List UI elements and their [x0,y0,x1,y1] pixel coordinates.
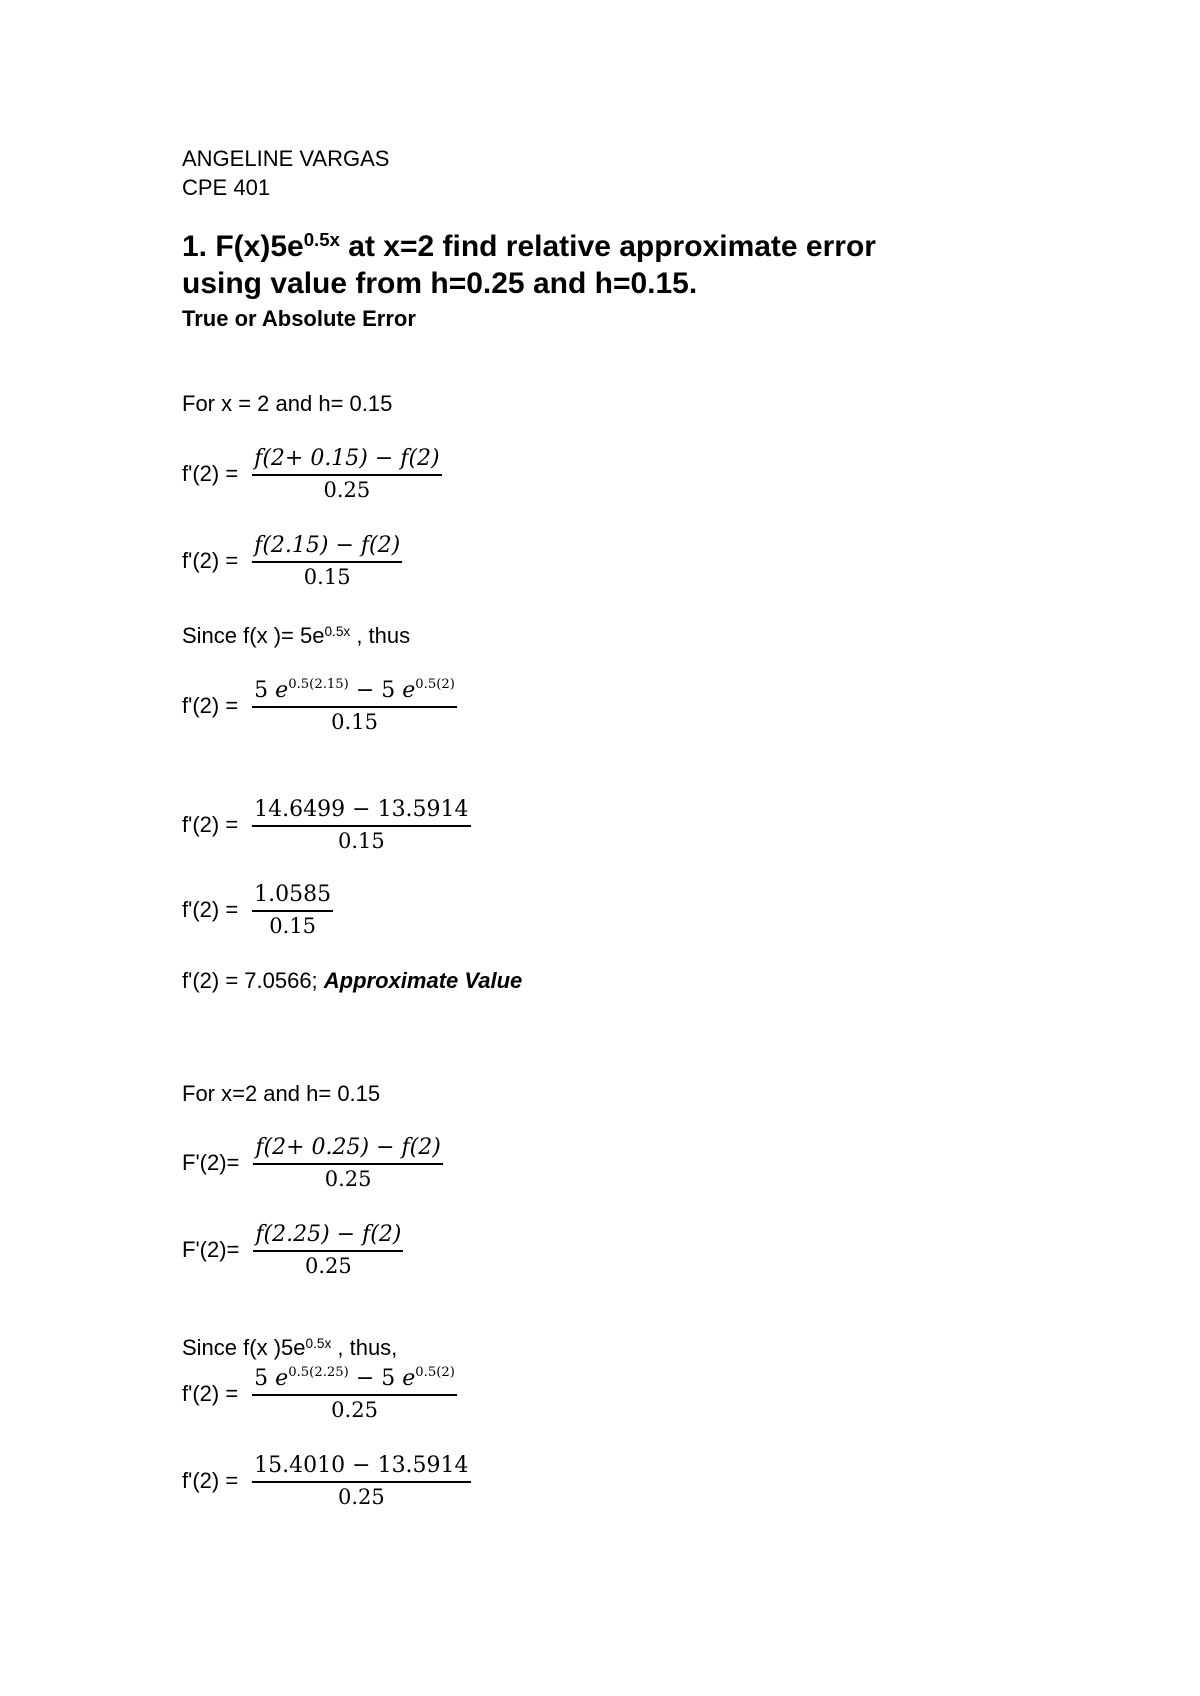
result-prefix: f'(2) = 7.0566; [182,968,324,993]
denominator: 0.25 [337,1485,385,1509]
part1-equation-1 [182,445,442,503]
problem-heading-line1 [182,229,876,265]
fraction [252,445,441,503]
numerator: f(2.25) − f(2) [253,1221,403,1252]
since-prefix: Since f(x )= 5e [182,623,325,648]
equation-lhs: f'(2) = [182,812,239,837]
part1-equation-4 [182,796,471,854]
part1-intro: For x = 2 and h= 0.15 [182,391,393,416]
fraction [252,796,470,854]
equation-lhs: f'(2) = [182,1381,239,1406]
numerator: 5 $e^{0.5(2.15)} - 5$ $e^{0.5(2)}$ [252,677,457,708]
fraction [252,1365,457,1423]
problem-prefix: 1. F(x)5e [182,230,304,263]
denominator: 0.15 [269,914,317,938]
denominator: 0.15 [303,565,351,589]
part2-equation-3 [182,1365,457,1423]
denominator: 0.25 [323,478,371,502]
problem-suffix: at x=2 find relative approximate error [339,230,876,263]
denominator: 0.25 [331,1398,378,1422]
numerator: 15.4010 − 13.5914 [252,1452,470,1483]
fraction [252,881,333,939]
equation-lhs: f'(2) = [182,693,239,718]
fraction [252,1452,470,1510]
part1-equation-5 [182,881,333,939]
course-code: CPE 401 [182,175,271,200]
part2-equation-4 [182,1452,471,1510]
equation-lhs: f'(2) = [182,461,239,486]
since-exponent: 0.5x [324,623,351,639]
denominator: 0.25 [324,1167,372,1191]
problem-heading-line2: using value from h=0.25 and h=0.15. [182,267,698,300]
fraction [252,532,402,590]
since-suffix: , thus [350,623,411,648]
fraction [253,1134,442,1192]
part1-since-line [182,623,410,649]
since-exponent: 0.5x [305,1335,332,1351]
fraction [252,677,457,735]
author-name: ANGELINE VARGAS [182,146,390,171]
fraction [253,1221,403,1279]
part1-equation-3 [182,677,457,735]
numerator: f(2.15) − f(2) [252,532,402,563]
part2-since-line [182,1335,397,1361]
equation-lhs: f'(2) = [182,1468,239,1493]
numerator: 14.6499 − 13.5914 [252,796,470,827]
part1-result [182,968,522,994]
part1-equation-2 [182,532,402,590]
numerator: 5 $e^{0.5(2.25)} - 5$ $e^{0.5(2)}$ [252,1365,457,1396]
equation-lhs: F'(2)= [182,1150,240,1175]
since-prefix: Since f(x )5e [182,1335,306,1360]
denominator: 0.15 [331,710,378,734]
equation-lhs: f'(2) = [182,897,239,922]
part2-equation-2 [182,1221,403,1279]
numerator: 1.0585 [252,881,333,912]
equation-lhs: f'(2) = [182,548,239,573]
denominator: 0.25 [305,1254,352,1278]
equation-lhs: F'(2)= [182,1237,240,1262]
problem-exponent: 0.5x [303,228,340,250]
numerator: f(2+ 0.25) − f(2) [253,1134,442,1165]
result-label: Approximate Value [323,968,523,993]
part2-intro: For x=2 and h= 0.15 [182,1081,381,1106]
since-suffix: , thus, [331,1335,398,1360]
part2-equation-1 [182,1134,443,1192]
denominator: 0.15 [337,829,385,853]
subheading: True or Absolute Error [182,306,416,331]
numerator: f(2+ 0.15) − f(2) [252,445,441,476]
